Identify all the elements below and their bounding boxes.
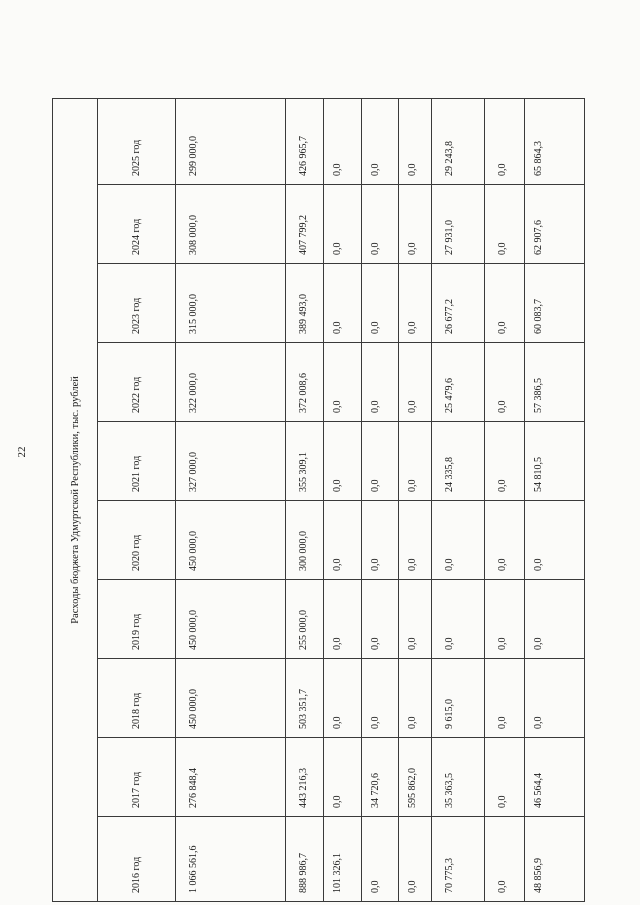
table-cell: 0,0	[362, 98, 399, 184]
year-header: 2022 год	[98, 343, 176, 422]
table-cell: 443 216,3	[286, 738, 324, 817]
table-cell: 0,0	[324, 422, 362, 501]
table-cell: 426 965,7	[286, 98, 324, 184]
table-cell: 372 008,6	[286, 343, 324, 422]
table-row	[525, 98, 585, 901]
table-cell: 0,0	[525, 501, 585, 580]
table-cell: 0,0	[485, 817, 525, 902]
table-cell: 299 000,0	[176, 98, 286, 184]
table-cell: 54 810,5	[525, 422, 585, 501]
table-cell: 888 986,7	[286, 817, 324, 902]
table-cell: 503 351,7	[286, 659, 324, 738]
year-header: 2020 год	[98, 501, 176, 580]
table-cell: 0,0	[485, 659, 525, 738]
table-cell: 0,0	[485, 738, 525, 817]
table-cell: 0,0	[324, 185, 362, 264]
table-cell: 0,0	[362, 501, 399, 580]
year-header: 2016 год	[98, 817, 176, 902]
year-header: 2018 год	[98, 659, 176, 738]
table-cell: 0,0	[399, 501, 432, 580]
table-cell: 308 000,0	[176, 185, 286, 264]
table-row	[399, 98, 432, 901]
table-cell: 62 907,6	[525, 185, 585, 264]
table-cell: 595 862,0	[399, 738, 432, 817]
table-cell: 0,0	[399, 343, 432, 422]
table-cell: 60 083,7	[525, 264, 585, 343]
table-cell: 0,0	[324, 501, 362, 580]
year-header: 2023 год	[98, 264, 176, 343]
table-cell: 101 326,1	[324, 817, 362, 902]
table-row	[432, 98, 485, 901]
table-cell: 0,0	[485, 343, 525, 422]
year-header: 2017 год	[98, 738, 176, 817]
table-cell: 24 335,8	[432, 422, 485, 501]
table-cell: 0,0	[525, 659, 585, 738]
table-cell: 0,0	[324, 580, 362, 659]
page-number: 22	[16, 446, 28, 458]
table-cell: 35 363,5	[432, 738, 485, 817]
table-cell: 65 864,3	[525, 98, 585, 184]
table-cell: 0,0	[432, 501, 485, 580]
table-cell: 0,0	[362, 185, 399, 264]
table-cell: 29 243,8	[432, 98, 485, 184]
table-cell: 355 309,1	[286, 422, 324, 501]
table-cell: 0,0	[362, 817, 399, 902]
table-cell: 255 000,0	[286, 580, 324, 659]
table-cell: 322 000,0	[176, 343, 286, 422]
table-row	[286, 98, 324, 901]
table-cell: 0,0	[399, 185, 432, 264]
table-cell: 0,0	[399, 817, 432, 902]
table-cell: 276 848,4	[176, 738, 286, 817]
year-header: 2024 год	[98, 185, 176, 264]
table-cell: 327 000,0	[176, 422, 286, 501]
header-row	[98, 98, 176, 901]
table-cell: 0,0	[324, 264, 362, 343]
caption-row	[53, 98, 98, 901]
table-cell: 0,0	[399, 422, 432, 501]
table-cell: 450 000,0	[176, 659, 286, 738]
table-caption: Расходы бюджета Удмуртской Республики, тыс. рублей	[53, 98, 98, 901]
table-cell: 0,0	[399, 659, 432, 738]
table-cell: 27 931,0	[432, 185, 485, 264]
table-cell: 0,0	[399, 264, 432, 343]
table-cell: 70 775,3	[432, 817, 485, 902]
year-header: 2021 год	[98, 422, 176, 501]
budget-expenses-table	[52, 98, 585, 902]
table-cell: 9 615,0	[432, 659, 485, 738]
table-cell: 0,0	[324, 738, 362, 817]
table-cell: 0,0	[525, 580, 585, 659]
table-cell: 0,0	[485, 264, 525, 343]
table-cell: 450 000,0	[176, 580, 286, 659]
table-row	[176, 98, 286, 901]
table-cell: 26 677,2	[432, 264, 485, 343]
table-cell: 0,0	[485, 185, 525, 264]
table-cell: 0,0	[324, 98, 362, 184]
table-cell: 0,0	[362, 422, 399, 501]
table-cell: 0,0	[362, 659, 399, 738]
year-header: 2025 год	[98, 98, 176, 184]
table-cell: 0,0	[485, 580, 525, 659]
table-cell: 0,0	[362, 264, 399, 343]
table-cell: 0,0	[485, 98, 525, 184]
table-cell: 0,0	[324, 343, 362, 422]
table-row	[324, 98, 362, 901]
table-cell: 450 000,0	[176, 501, 286, 580]
table-cell: 300 000,0	[286, 501, 324, 580]
table-cell: 1 066 561,6	[176, 817, 286, 902]
table-cell: 0,0	[399, 580, 432, 659]
table-cell: 46 564,4	[525, 738, 585, 817]
year-header: 2019 год	[98, 580, 176, 659]
table-cell: 25 479,6	[432, 343, 485, 422]
rotated-table-container	[52, 99, 582, 902]
table-cell: 34 720,6	[362, 738, 399, 817]
table-cell: 0,0	[485, 422, 525, 501]
table-cell: 407 799,2	[286, 185, 324, 264]
table-cell: 48 856,9	[525, 817, 585, 902]
table-row	[485, 98, 525, 901]
table-cell: 0,0	[485, 501, 525, 580]
table-cell: 0,0	[324, 659, 362, 738]
table-cell: 315 000,0	[176, 264, 286, 343]
table-cell: 0,0	[432, 580, 485, 659]
table-cell: 389 493,0	[286, 264, 324, 343]
table-cell: 57 386,5	[525, 343, 585, 422]
table-row	[362, 98, 399, 901]
table-cell: 0,0	[399, 98, 432, 184]
table-cell: 0,0	[362, 343, 399, 422]
table-cell: 0,0	[362, 580, 399, 659]
